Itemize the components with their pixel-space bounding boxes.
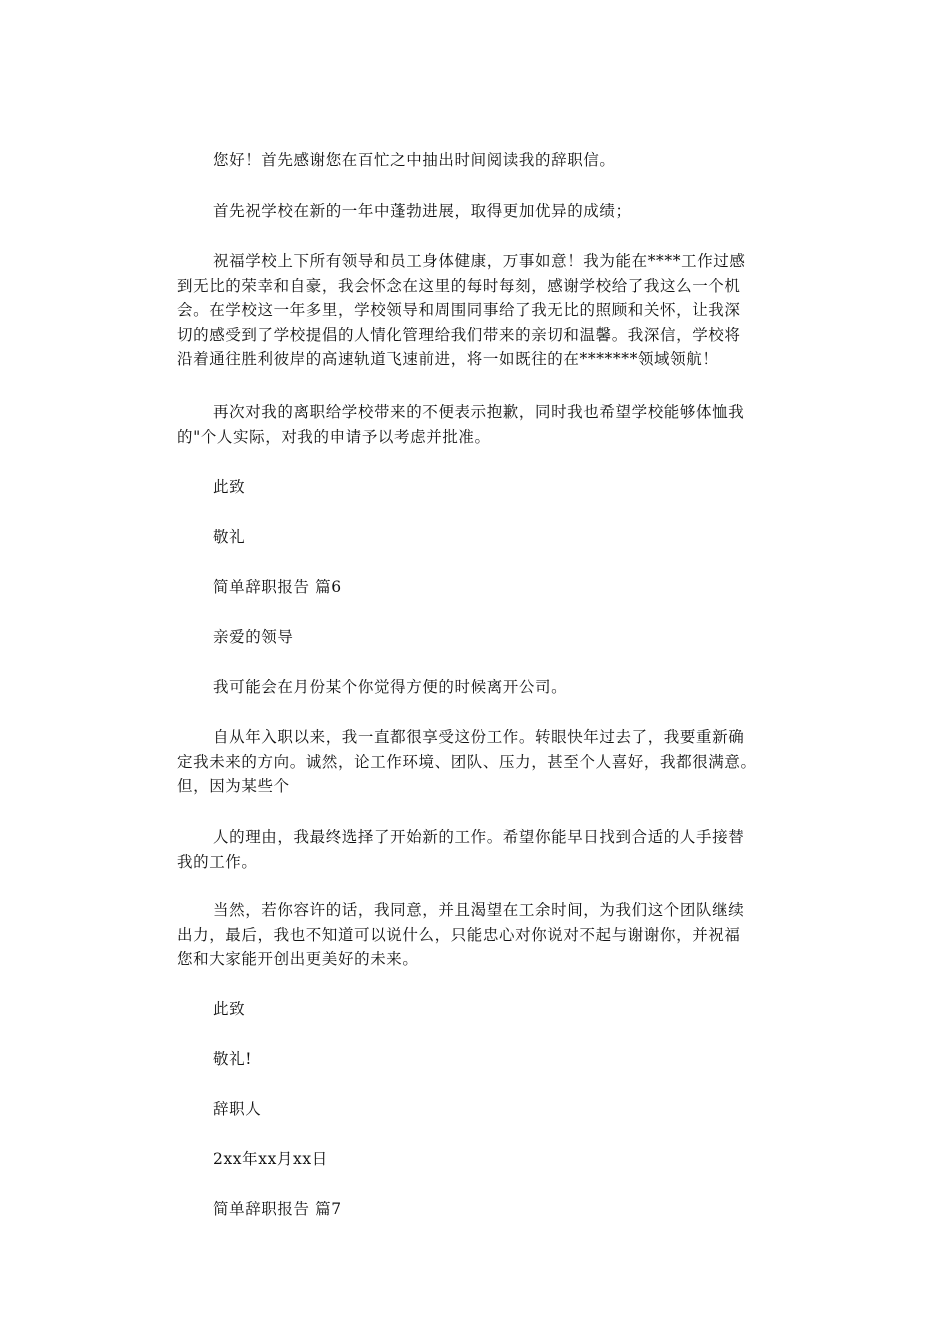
text-line: 2xx年xx月xx日: [213, 1150, 328, 1168]
text-line: 我可能会在月份某个你觉得方便的时候离开公司。: [213, 678, 568, 696]
addressee: [177, 625, 789, 650]
wish-paragraph: [177, 199, 789, 224]
leave-paragraph: [177, 675, 789, 700]
text-line: 首先祝学校在新的一年中蓬勃进展，取得更加优异的成绩；: [213, 202, 632, 220]
text-line: 沿着通往胜利彼岸的高速轨道飞速前进，将一如既往的在*******领域领航！: [177, 350, 719, 369]
blessing-paragraph: [177, 249, 789, 372]
text-line: 辞职人: [213, 1100, 262, 1118]
offer-paragraph: [177, 898, 789, 972]
text-line: 简单辞职报告 篇7: [213, 1200, 342, 1218]
text-line: 亲爱的领导: [213, 628, 294, 646]
text-line: 切的感受到了学校提倡的人情化管理给我们带来的亲切和温馨。我深信，学校将: [177, 325, 741, 344]
text-line: 当然，若你容许的话，我同意，并且渴望在工余时间，为我们这个团队继续: [213, 901, 745, 919]
closing-salutation: [177, 475, 789, 500]
signatory-label: [177, 1097, 789, 1122]
date-line: [177, 1147, 789, 1172]
text-line: 敬礼!: [213, 1050, 253, 1068]
text-line: 定我未来的方向。诚然，论工作环境、团队、压力，甚至个人喜好，我都很满意。: [177, 752, 757, 771]
text-line: 简单辞职报告 篇6: [213, 578, 342, 596]
closing-salutation-2: [177, 997, 789, 1022]
text-line: 敬礼: [213, 528, 246, 546]
section-heading-7: [177, 1197, 789, 1222]
text-line: 出力，最后，我也不知道可以说什么，只能忠心对你说对不起与谢谢你，并祝福: [177, 925, 741, 944]
text-line: 我的工作。: [177, 852, 258, 871]
text-line: 再次对我的离职给学校带来的不便表示抱歉，同时我也希望学校能够体恤我: [213, 403, 745, 421]
greeting-paragraph: [177, 148, 789, 173]
joined-paragraph: [177, 725, 789, 799]
closing-regards: [177, 525, 789, 550]
text-line: 自从年入职以来，我一直都很享受这份工作。转眼快年过去了，我要重新确: [213, 728, 745, 746]
closing-regards-2: [177, 1047, 789, 1072]
text-line: 此致: [213, 478, 246, 496]
text-line: 您和大家能开创出更美好的未来。: [177, 950, 419, 969]
text-line: 但，因为某些个: [177, 777, 290, 796]
text-line: 会。在学校这一年多里，学校领导和周围同事给了我无比的照顾和关怀，让我深: [177, 301, 741, 320]
reason-paragraph: [177, 825, 789, 874]
text-line: 您好！首先感谢您在百忙之中抽出时间阅读我的辞职信。: [213, 151, 616, 169]
text-line: 的"个人实际，对我的申请予以考虑并批准。: [177, 427, 491, 446]
text-line: 到无比的荣幸和自豪，我会怀念在这里的每时每刻，感谢学校给了我这么一个机: [177, 276, 741, 295]
apology-paragraph: [177, 400, 789, 449]
text-line: 此致: [213, 1000, 246, 1018]
section-heading-6: [177, 575, 789, 600]
text-line: 人的理由，我最终选择了开始新的工作。希望你能早日找到合适的人手接替: [213, 828, 745, 846]
text-line: 祝福学校上下所有领导和员工身体健康，万事如意！我为能在****工作过感: [213, 252, 746, 270]
